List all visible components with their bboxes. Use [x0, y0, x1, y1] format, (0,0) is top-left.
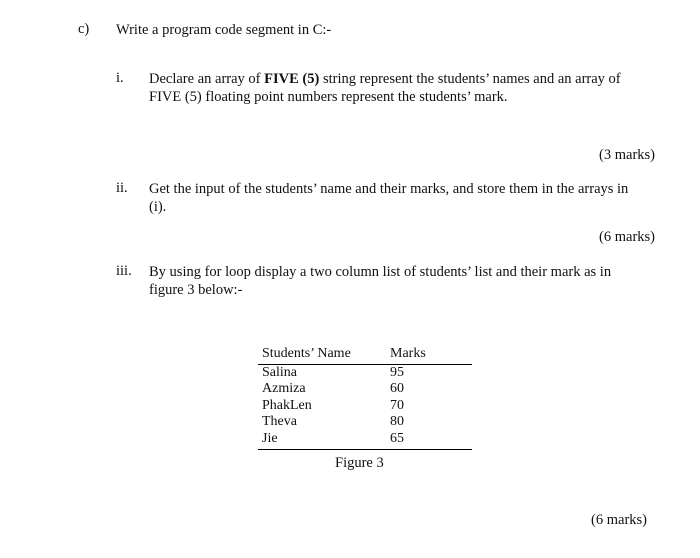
student-mark-value: 65	[390, 430, 404, 446]
student-mark	[390, 431, 472, 450]
question-intro: Write a program code segment in C:-	[116, 22, 332, 38]
figure-3-table	[258, 346, 472, 450]
part-i-number: i.	[116, 70, 124, 86]
table-row	[258, 414, 472, 431]
student-mark-value: 60	[390, 381, 404, 396]
student-mark	[390, 364, 472, 381]
part-i-text	[149, 70, 649, 106]
student-name: Jie	[258, 431, 390, 450]
part-i-marks: (3 marks)	[599, 147, 655, 163]
table-row	[258, 381, 472, 398]
question-label: c)	[78, 21, 90, 37]
student-mark	[390, 398, 472, 415]
student-mark	[390, 414, 472, 431]
part-i-text-bold: FIVE (5)	[264, 71, 320, 87]
table-row	[258, 364, 472, 381]
part-ii-number: ii.	[116, 180, 128, 196]
student-name: Azmiza	[262, 381, 306, 396]
student-mark-value: 80	[390, 414, 404, 429]
part-i-text-after: string represent the students’ names and an array of FIVE (5) floating point numbers represent the students’ mark.	[149, 71, 621, 105]
part-iii-number: iii.	[116, 263, 132, 279]
part-ii-text: Get the input of the students’ name and their marks, and store them in the arrays in (i).	[149, 181, 629, 215]
header-marks: Marks	[390, 346, 472, 364]
header-students-name: Students’ Name	[258, 346, 390, 364]
part-i-text-before: Declare an array of	[149, 71, 265, 87]
student-mark	[390, 381, 472, 398]
student-name: Theva	[262, 414, 297, 429]
student-mark-value: 95	[390, 364, 404, 380]
part-ii-marks: (6 marks)	[599, 229, 655, 245]
table-row	[258, 431, 472, 450]
part-iii-text: By using for loop display a two column list of students’ list and their mark as in figure 3 below:-	[149, 264, 612, 298]
table-row	[258, 398, 472, 415]
figure-caption: Figure 3	[335, 455, 384, 471]
part-iii-marks: (6 marks)	[591, 512, 647, 528]
table-header-row	[258, 346, 472, 364]
student-name: Salina	[262, 364, 297, 380]
student-name: PhakLen	[262, 397, 312, 413]
student-mark-value: 70	[390, 397, 404, 413]
